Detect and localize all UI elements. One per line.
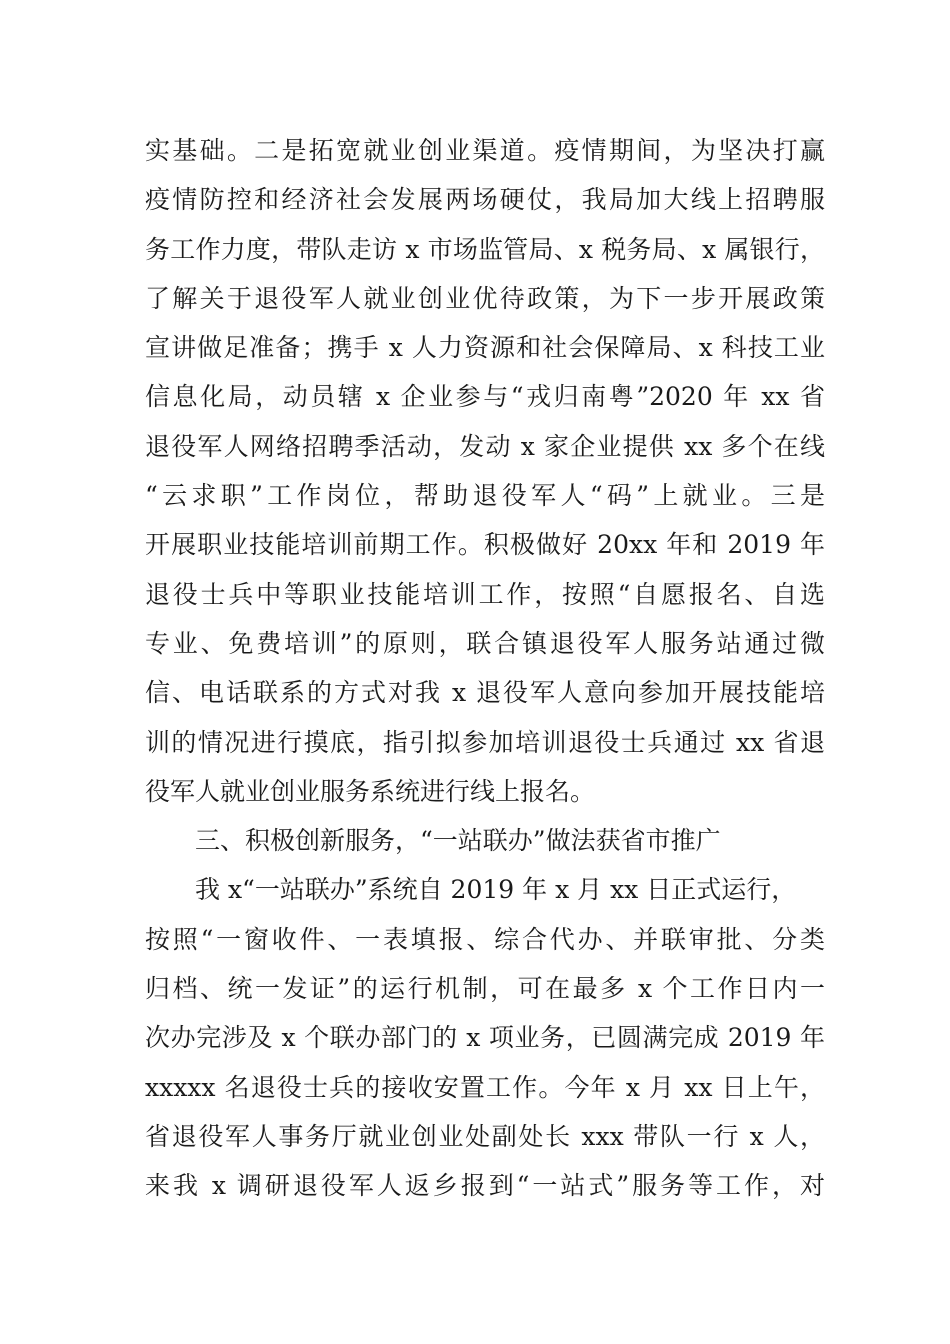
text-line: 宣讲做足准备；携手 x 人力资源和社会保障局、x 科技工业 bbox=[145, 333, 825, 363]
text-line: 来我 x 调研退役军人返乡报到“一站式”服务等工作，对 bbox=[145, 1171, 825, 1201]
text-line: 训的情况进行摸底，指引拟参加培训退役士兵通过 xx 省退 bbox=[145, 727, 825, 757]
text-line: 我 x“一站联办”系统自 2019 年 x 月 xx 日正式运行， bbox=[195, 875, 797, 905]
section-heading: 三、积极创新服务，“一站联办”做法获省市推广 bbox=[195, 826, 721, 856]
text-line: 开展职业技能培训前期工作。积极做好 20xx 年和 2019 年 bbox=[145, 530, 825, 560]
text-line: 实基础。二是拓宽就业创业渠道。疫情期间，为坚决打赢 bbox=[145, 136, 825, 165]
text-line: 专业、免费培训”的原则，联合镇退役军人服务站通过微 bbox=[145, 628, 825, 658]
text-line: xxxxx 名退役士兵的接收安置工作。今年 x 月 xx 日上午， bbox=[145, 1072, 825, 1102]
text-line: “云求职”工作岗位，帮助退役军人“码”上就业。三是 bbox=[145, 481, 825, 511]
text-line: 疫情防控和经济社会发展两场硬仗，我局加大线上招聘服 bbox=[145, 185, 825, 215]
text-line: 信、电话联系的方式对我 x 退役军人意向参加开展技能培 bbox=[145, 678, 825, 708]
text-line: 役军人就业创业服务系统进行线上报名。 bbox=[145, 776, 596, 806]
text-line: 归档、统一发证”的运行机制，可在最多 x 个工作日内一 bbox=[145, 974, 825, 1004]
text-line: 省退役军人事务厅就业创业处副处长 xxx 带队一行 x 人， bbox=[145, 1121, 825, 1151]
body-text bbox=[145, 126, 825, 1211]
text-line: 退役士兵中等职业技能培训工作，按照“自愿报名、自选 bbox=[145, 579, 825, 609]
text-line: 信息化局，动员辖 x 企业参与“戎归南粤”2020 年 xx 省 bbox=[145, 382, 825, 412]
text-line: 按照“一窗收件、一表填报、综合代办、并联审批、分类 bbox=[145, 924, 825, 954]
text-line: 次办完涉及 x 个联办部门的 x 项业务，已圆满完成 2019 年 bbox=[145, 1023, 825, 1053]
text-line: 务工作力度，带队走访 x 市场监管局、x 税务局、x 属银行， bbox=[145, 234, 825, 264]
text-line: 了解关于退役军人就业创业优待政策，为下一步开展政策 bbox=[145, 283, 825, 313]
text-line: 退役军人网络招聘季活动，发动 x 家企业提供 xx 多个在线 bbox=[145, 431, 825, 461]
